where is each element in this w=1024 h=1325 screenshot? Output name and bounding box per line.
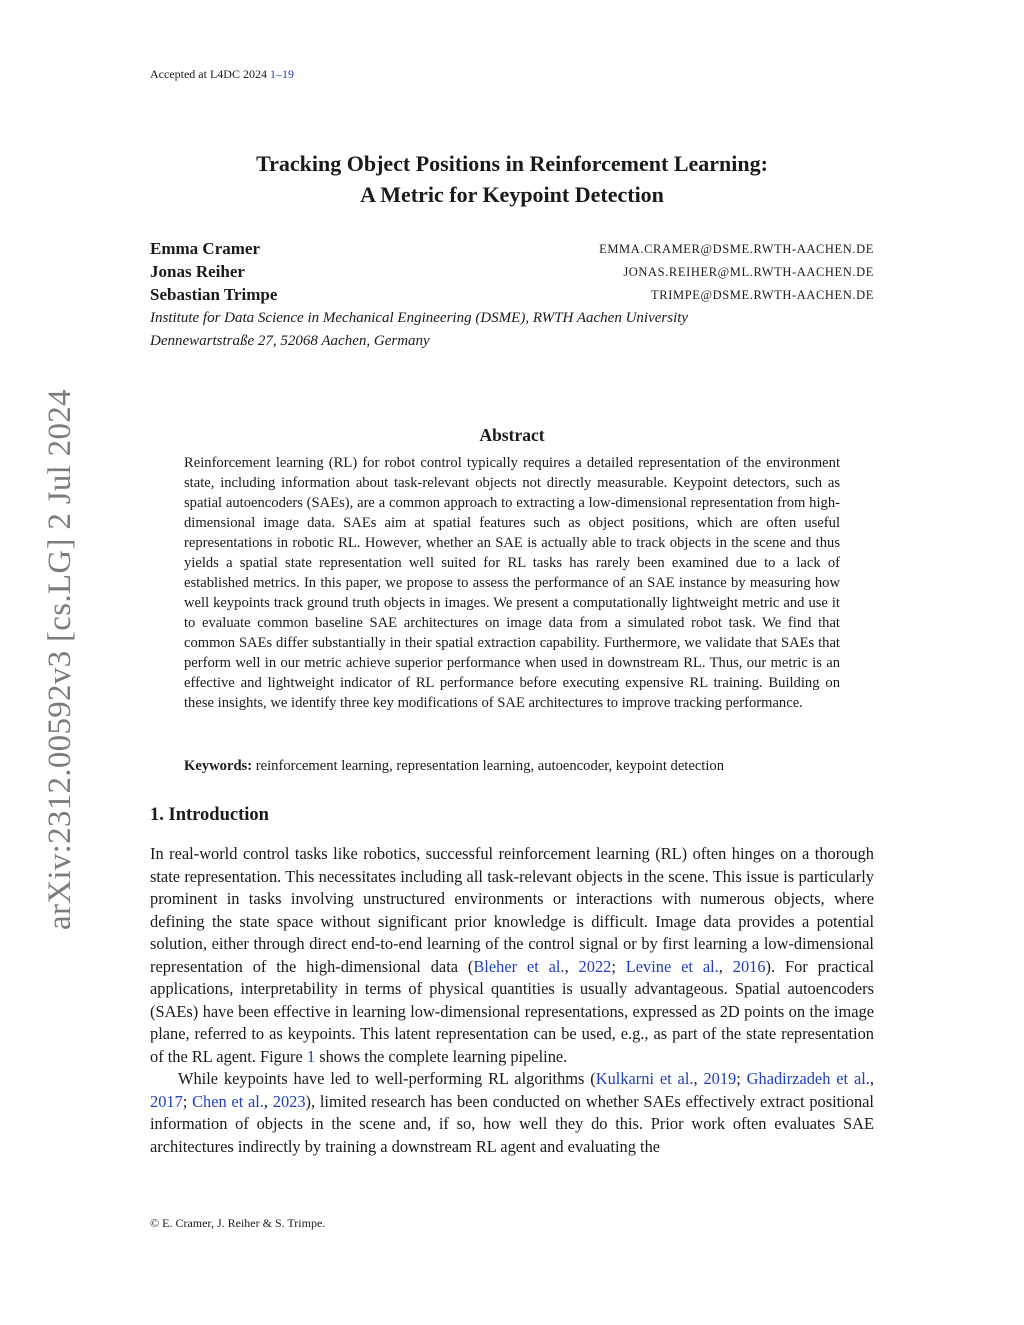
arxiv-stamp: arXiv:2312.00592v3 [cs.LG] 2 Jul 2024 — [42, 389, 78, 930]
copyright-footer: © E. Cramer, J. Reiher & S. Trimpe. — [150, 1216, 326, 1230]
paragraph-2 — [150, 1068, 874, 1158]
abstract-text: Reinforcement learning (RL) for robot control typically requires a detailed representation of the environment state, including information about task-relevant objects not directly measurable. Keypoint detectors, such as spatial autoencoders (SAEs), are a common approach to extracting a low-dimensional representation from high-dimensional image data. SAEs aim at spatial features such as object positions, which are often useful representations in robotic RL. However, whether an SAE is actually able to track objects in the scene and thus yields a spatial state representation well suited for RL tasks has rarely been examined due to a lack of established metrics. In this paper, we propose to assess the performance of an SAE instance by measuring how well keypoints track ground truth objects in images. We present a computationally lightweight metric and use it to evaluate common baseline SAE architectures on image data from a simulated robot task. We find that common SAEs differ substantially in their spatial extraction capability. Furthermore, we validate that SAEs that perform well in our metric achieve superior performance when used in downstream RL. Thus, our metric is an effective and lightweight indicator of RL performance before executing expensive RL training. Building on these insights, we identify three key modifications of SAE architectures to improve tracking performance. — [184, 455, 840, 711]
separator: , — [718, 956, 733, 976]
author-row — [150, 262, 874, 284]
citation-year-link[interactable]: 2023 — [272, 1091, 306, 1111]
author-email[interactable]: EMMA.CRAMER@DSME.RWTH-AACHEN.DE — [599, 242, 874, 256]
citation-year-link[interactable]: 2019 — [703, 1069, 737, 1088]
citation-link[interactable]: Levine et al. — [625, 956, 719, 976]
citation-year-link[interactable]: 2017 — [150, 1091, 183, 1111]
paragraph-text: shows the complete learning pipeline. — [315, 1046, 568, 1066]
paragraph-1 — [150, 843, 874, 1068]
keywords — [184, 756, 840, 776]
page-range-link[interactable]: 1–19 — [269, 67, 294, 81]
author-name: Sebastian Trimpe — [150, 285, 278, 304]
section-heading-introduction: 1. Introduction — [150, 805, 269, 825]
separator: ; — [736, 1069, 747, 1088]
affiliation-address: Dennewartstraße 27, 52068 Aachen, Germany — [150, 333, 430, 349]
paragraph-text: While keypoints have led to well-performing RL algorithms ( — [178, 1069, 596, 1088]
author-email[interactable]: TRIMPE@DSME.RWTH-AACHEN.DE — [651, 288, 874, 302]
author-name: Jonas Reiher — [150, 262, 245, 281]
separator: ; — [611, 956, 626, 976]
figure-ref-link[interactable]: 1 — [306, 1046, 316, 1066]
keywords-list: reinforcement learning, representation learning, autoencoder, keypoint detection — [255, 758, 725, 774]
paragraph-text: In real-world control tasks like robotics, successful reinforcement learning (RL) often hinges on a thorough state representation. This necessitates including all task-relevant objects in the scene. This issue is particularly prominent in tasks involving unstructured environments or interactions with numerous objects, where defining the state space without significant prior knowledge is difficult. Image data provides a potential solution, either through direct end-to-end learning of the control signal or by first learning a low-dimensional representation of the high-dimensional data ( — [150, 844, 874, 976]
title-line-1: Tracking Object Positions in Reinforcement Learning: — [256, 151, 768, 176]
venue-text: Accepted at L4DC 2024 — [150, 67, 267, 81]
author-email[interactable]: JONAS.REIHER@ML.RWTH-AACHEN.DE — [623, 265, 874, 279]
affiliation-institute: Institute for Data Science in Mechanical Engineering (DSME), RWTH Aachen University — [150, 310, 689, 326]
separator: , — [693, 1069, 704, 1088]
introduction-body — [150, 843, 874, 1158]
paragraph-text: ). For practical applications, interpretability in terms of physical quantities is usually advantageous. Spatial autoencoders (SAEs) have been effective in learning low-dimensional representations, expressed as 2D points on the image plane, referred to as keypoints. This latent representation can be used, e.g., as part of the state representation of the RL agent. Figure — [150, 956, 875, 1066]
keywords-label: Keywords: — [184, 758, 253, 774]
title-line-2: A Metric for Keypoint Detection — [360, 182, 664, 207]
paper-title — [150, 148, 874, 210]
citation-year-link[interactable]: 2016 — [732, 956, 766, 976]
venue-header — [150, 67, 294, 82]
citation-link[interactable]: Ghadirzadeh et al. — [746, 1069, 870, 1088]
author-name: Emma Cramer — [150, 239, 260, 258]
separator: ; — [182, 1091, 193, 1111]
separator: , — [869, 1069, 874, 1088]
author-row — [150, 285, 874, 307]
separator: , — [564, 956, 579, 976]
citation-link[interactable]: Kulkarni et al. — [595, 1069, 694, 1088]
citation-link[interactable]: Chen et al. — [192, 1091, 264, 1111]
abstract-heading: Abstract — [479, 425, 545, 445]
author-row — [150, 239, 874, 261]
citation-link[interactable]: Bleher et al. — [473, 956, 565, 976]
citation-year-link[interactable]: 2022 — [578, 956, 612, 976]
paragraph-text: ), limited research has been conducted on whether SAEs effectively extract positional information of objects in the scene and, if so, how well they do this. Prior work often evaluates SAE architectures indirectly by training a downstream RL agent and evaluating the — [150, 1091, 874, 1156]
separator: , — [263, 1091, 273, 1111]
